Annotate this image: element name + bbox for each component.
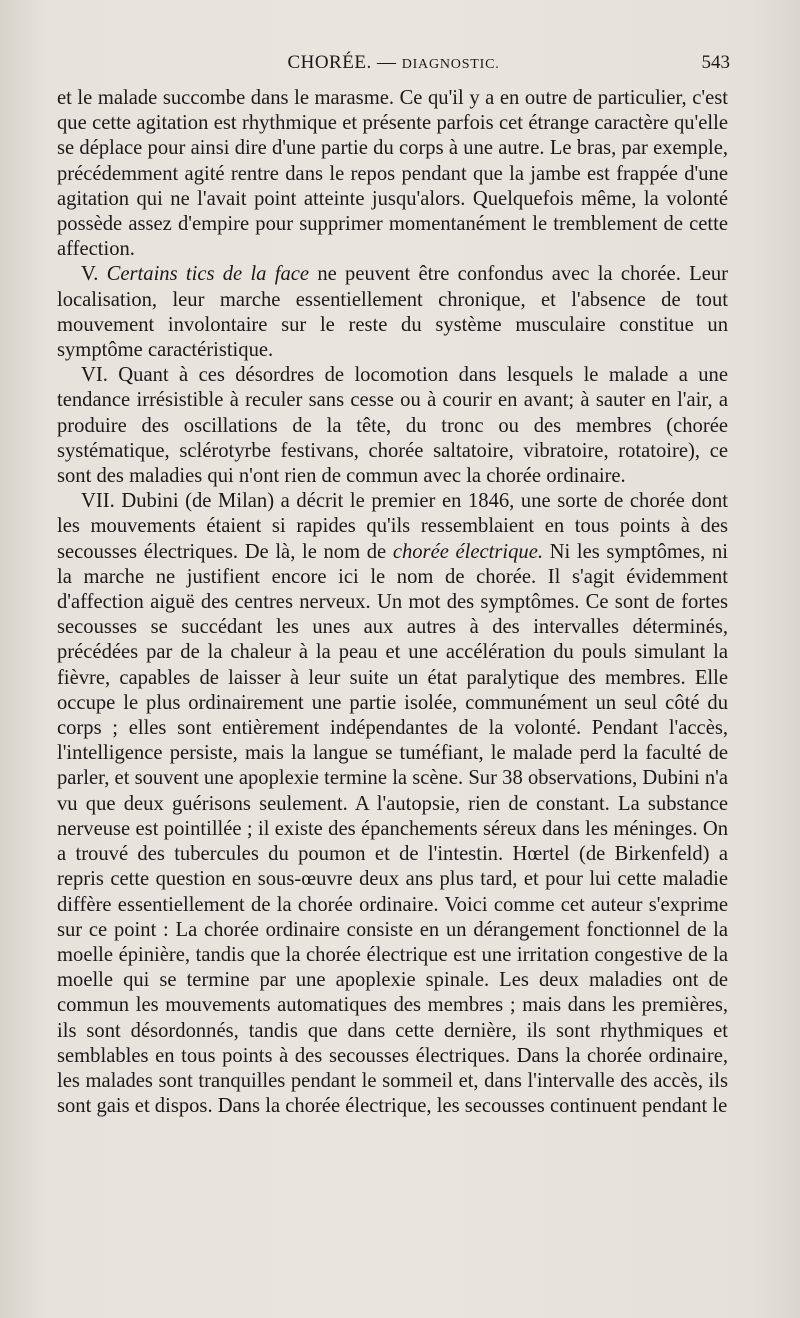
page-number: 543 xyxy=(701,52,730,73)
running-title xyxy=(57,50,730,78)
chapter-title: CHORÉE. xyxy=(287,52,372,73)
paragraph-continuation: et le malade succombe dans le marasme. Ce qu'il y a en outre de particulier, c'est que cette agitation est rhythmique et présente parfois cet étrange caractère qu'elle se déplace pour ainsi dire d'une partie du corps à une autre. Le bras, par exemple, précédemment agité rentre dans le repos pendant que la jambe est frappée d'une agitation qui ne l'avait point atteinte jusqu'alors. Quelquefois même, la volonté possède assez d'empire pour supprimer momentanément le tremblement de cette affection. xyxy=(57,87,728,261)
paragraph-section-v xyxy=(57,262,728,363)
paragraph-section-vii xyxy=(57,489,728,1119)
paragraph-section-vi xyxy=(57,363,728,489)
section-number: VI. xyxy=(81,364,108,387)
paragraph-text: Quant à ces désordres de locomotion dans lesquels le malade a une tendance irrésistible à reculer sans cesse ou à courir en avant; à sauter en l'air, a produire des oscillations de la tête, du tronc ou des membres (chorée systématique, sclérotyrbe festivans, chorée saltatoire, vibratoire, rotatoire), ce sont des maladies qui n'ont rien de commun avec la chorée ordinaire. xyxy=(57,364,728,488)
paragraph-text: Ni les symptômes, ni la marche ne justifient encore ici le nom de chorée. Il s'agit évidemment d'affection aiguë des centres nerveux. Un mot des symptômes. Ce sont de fortes secousses se succédant les unes aux autres à des intervalles déterminés, précédées par de la chaleur à la peau et une accélération du pouls simulant la fièvre, capables de laisser à leur suite un état paralytique des membres. Elle occupe le plus ordinairement une partie isolée, communément un seul côté du corps ; elles sont entièrement indépendantes de la volonté. Pendant l'accès, l'intelligence persiste, mais la langue se tuméfiant, le malade perd la faculté de parler, et souvent une apoplexie termine la scène. Sur 38 observations, Dubini n'a vu que deux guérisons seulement. A l'autopsie, rien de constant. La substance nerveuse est pointillée ; il existe des épanchements séreux dans les méninges. On a trouvé des tubercules du poumon et de l'intestin. Hœrtel (de Birkenfeld) a repris cette question en sous-œuvre deux ans plus tard, et pour lui cette maladie diffère essentiellement de la chorée ordinaire. Voici comme cet auteur s'exprime sur ce point : La chorée ordinaire consiste en un dérangement fonctionnel de la moelle épinière, tandis que la chorée électrique est une irritation congestive de la moelle qui se termine par une apoplexie spinale. Les deux maladies ont de commun les mouvements automatiques des membres ; mais dans les premières, ils sont désordonnés, tandis que dans cette dernière, ils sont rhythmiques et semblables en tous points à des secousses électriques. Dans la chorée ordinaire, les malades sont tranquilles pendant le sommeil et, dans l'intervalle des accès, ils sont gais et dispos. Dans la chorée électrique, les secousses continuent pendant le xyxy=(57,540,728,1118)
section-title: DIAGNOSTIC. xyxy=(401,57,500,72)
italic-term: chorée électrique. xyxy=(392,540,543,563)
section-number: VII. xyxy=(81,490,115,513)
paragraph-text: Dubini (de Milan) a décrit le premier en 1846, une sorte de chorée dont les mouvements étaient si rapides qu'ils ressemblaient en tous points à des secousses électriques. De là, le nom de xyxy=(57,490,728,563)
body-text xyxy=(57,86,728,1119)
italic-term: Certains tics de la face xyxy=(106,263,310,286)
running-header xyxy=(57,50,730,76)
section-number: V. xyxy=(81,263,99,286)
title-separator: — xyxy=(371,52,402,73)
paragraph-text: ne peuvent être confondus avec la chorée. Leur localisation, leur marche essentiellement chronique, et l'absence de tout mouvement involontaire sur le reste du système musculaire constitue un symptôme caractéristique. xyxy=(57,263,728,362)
